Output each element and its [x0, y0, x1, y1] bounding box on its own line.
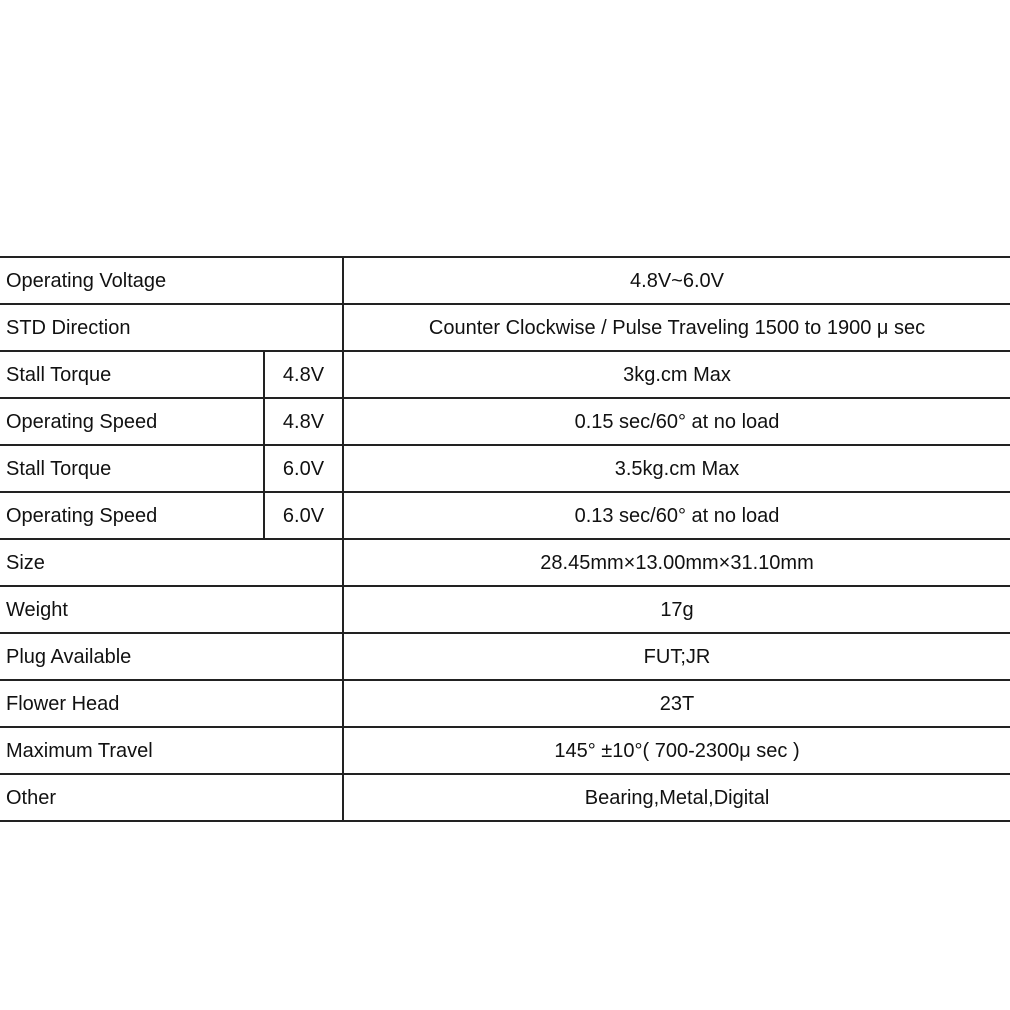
table-row [0, 492, 1010, 539]
spec-voltage: 6.0V [264, 492, 343, 539]
spec-voltage: 4.8V [264, 351, 343, 398]
spec-label: Plug Available [0, 633, 343, 680]
spec-value: Counter Clockwise / Pulse Traveling 1500 to 1900 μ sec [343, 304, 1010, 351]
spec-label: Weight [0, 586, 343, 633]
table-row [0, 727, 1010, 774]
spec-label: Stall Torque [0, 351, 264, 398]
table-row [0, 351, 1010, 398]
spec-label: STD Direction [0, 304, 343, 351]
spec-value: 0.15 sec/60° at no load [343, 398, 1010, 445]
spec-label: Size [0, 539, 343, 586]
spec-label: Operating Speed [0, 492, 264, 539]
table-row [0, 586, 1010, 633]
spec-voltage: 6.0V [264, 445, 343, 492]
table-row [0, 304, 1010, 351]
spec-value: 3kg.cm Max [343, 351, 1010, 398]
spec-label: Maximum Travel [0, 727, 343, 774]
spec-value: Bearing,Metal,Digital [343, 774, 1010, 821]
spec-table [0, 256, 1010, 822]
spec-label: Stall Torque [0, 445, 264, 492]
spec-value: 0.13 sec/60° at no load [343, 492, 1010, 539]
spec-value: 28.45mm×13.00mm×31.10mm [343, 539, 1010, 586]
spec-value: FUT;JR [343, 633, 1010, 680]
table-row [0, 680, 1010, 727]
table-row [0, 633, 1010, 680]
spec-value: 4.8V~6.0V [343, 257, 1010, 304]
table-row [0, 774, 1010, 821]
spec-label: Other [0, 774, 343, 821]
spec-label: Flower Head [0, 680, 343, 727]
table-row [0, 445, 1010, 492]
spec-value: 17g [343, 586, 1010, 633]
table-row [0, 257, 1010, 304]
spec-value: 145° ±10°( 700-2300μ sec ) [343, 727, 1010, 774]
spec-label: Operating Speed [0, 398, 264, 445]
spec-value: 3.5kg.cm Max [343, 445, 1010, 492]
spec-label: Operating Voltage [0, 257, 343, 304]
table-row [0, 539, 1010, 586]
spec-value: 23T [343, 680, 1010, 727]
table-row [0, 398, 1010, 445]
spec-voltage: 4.8V [264, 398, 343, 445]
